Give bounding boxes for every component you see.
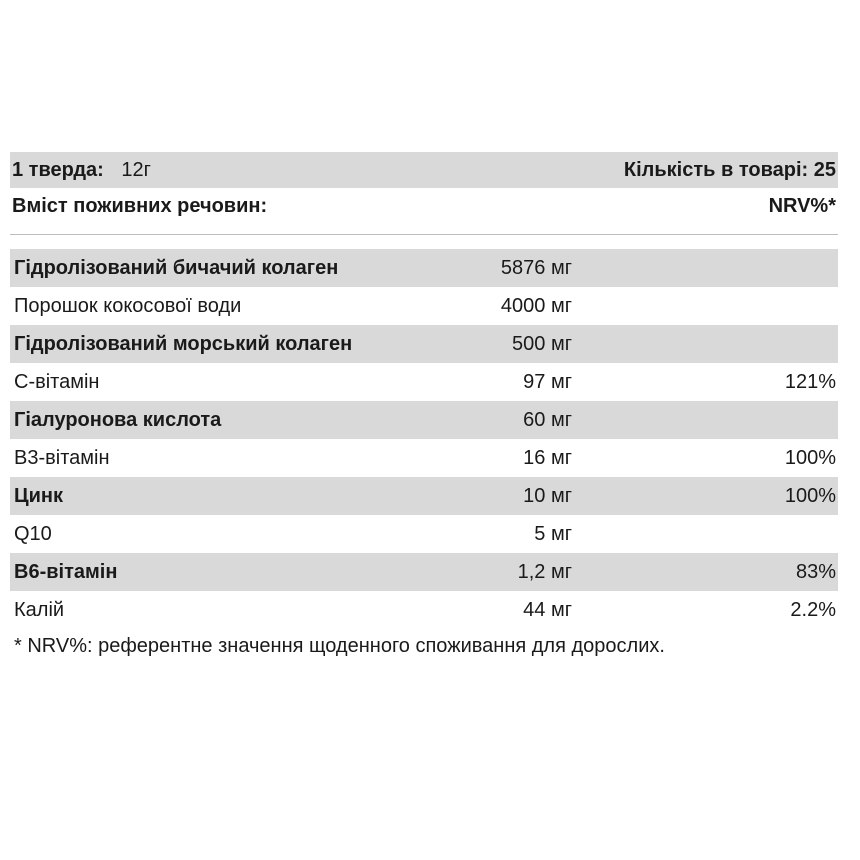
table-row bbox=[10, 401, 838, 439]
table-row bbox=[10, 363, 838, 401]
table-row bbox=[10, 477, 838, 515]
ingredient-name: Гідролізований бичачий колаген bbox=[14, 256, 339, 279]
ingredient-amount: 97 мг bbox=[523, 370, 572, 393]
nutrients-header-row bbox=[10, 188, 838, 224]
ingredient-name: Калій bbox=[14, 598, 65, 621]
quantity-label: Кількість в товарі: 25 bbox=[623, 158, 836, 181]
ingredient-amount: 1,2 мг bbox=[517, 560, 572, 583]
serving-row bbox=[10, 152, 838, 188]
serving-info bbox=[12, 159, 151, 182]
footnote: * NRV%: референтне значення щоденного споживання для дорослих. bbox=[14, 635, 665, 657]
ingredient-amount: 60 мг bbox=[523, 408, 572, 431]
nutrients-label: Вміст поживних речовин: bbox=[12, 194, 268, 217]
table-row bbox=[10, 249, 838, 287]
nutrition-panel bbox=[10, 152, 838, 658]
ingredient-name: Порошок кокосової води bbox=[14, 294, 242, 317]
ingredient-amount: 500 мг bbox=[512, 332, 572, 355]
serving-label: 1 тверда: bbox=[12, 158, 104, 181]
ingredient-amount: 44 мг bbox=[523, 598, 572, 621]
table-row bbox=[10, 553, 838, 591]
ingredient-nrv: 83% bbox=[795, 560, 836, 583]
ingredient-name: Гіалуронова кислота bbox=[14, 408, 222, 431]
ingredient-nrv: 121% bbox=[784, 370, 836, 393]
ingredient-amount: 16 мг bbox=[523, 446, 572, 469]
table-row bbox=[10, 325, 838, 363]
ingredient-name: В3-вітамін bbox=[14, 446, 110, 469]
ingredient-amount: 4000 мг bbox=[500, 294, 572, 317]
serving-value: 12г bbox=[121, 158, 151, 181]
ingredient-amount: 5 мг bbox=[534, 522, 572, 545]
ingredient-nrv: 100% bbox=[784, 484, 836, 507]
table-row bbox=[10, 439, 838, 477]
ingredient-name: Цинк bbox=[14, 484, 63, 507]
ingredient-name: Гідролізований морський колаген bbox=[14, 332, 353, 355]
ingredient-name: Q10 bbox=[14, 522, 52, 545]
ingredient-name: В6-вітамін bbox=[14, 560, 118, 583]
divider bbox=[10, 234, 838, 235]
nrv-label: NRV%* bbox=[768, 194, 836, 217]
ingredient-nrv: 2.2% bbox=[790, 598, 836, 621]
ingredient-amount: 10 мг bbox=[523, 484, 572, 507]
table-row bbox=[10, 591, 838, 629]
ingredient-name: С-вітамін bbox=[14, 370, 100, 393]
ingredient-amount: 5876 мг bbox=[500, 256, 572, 279]
table-row bbox=[10, 515, 838, 553]
table-row bbox=[10, 287, 838, 325]
ingredient-nrv: 100% bbox=[784, 446, 836, 469]
